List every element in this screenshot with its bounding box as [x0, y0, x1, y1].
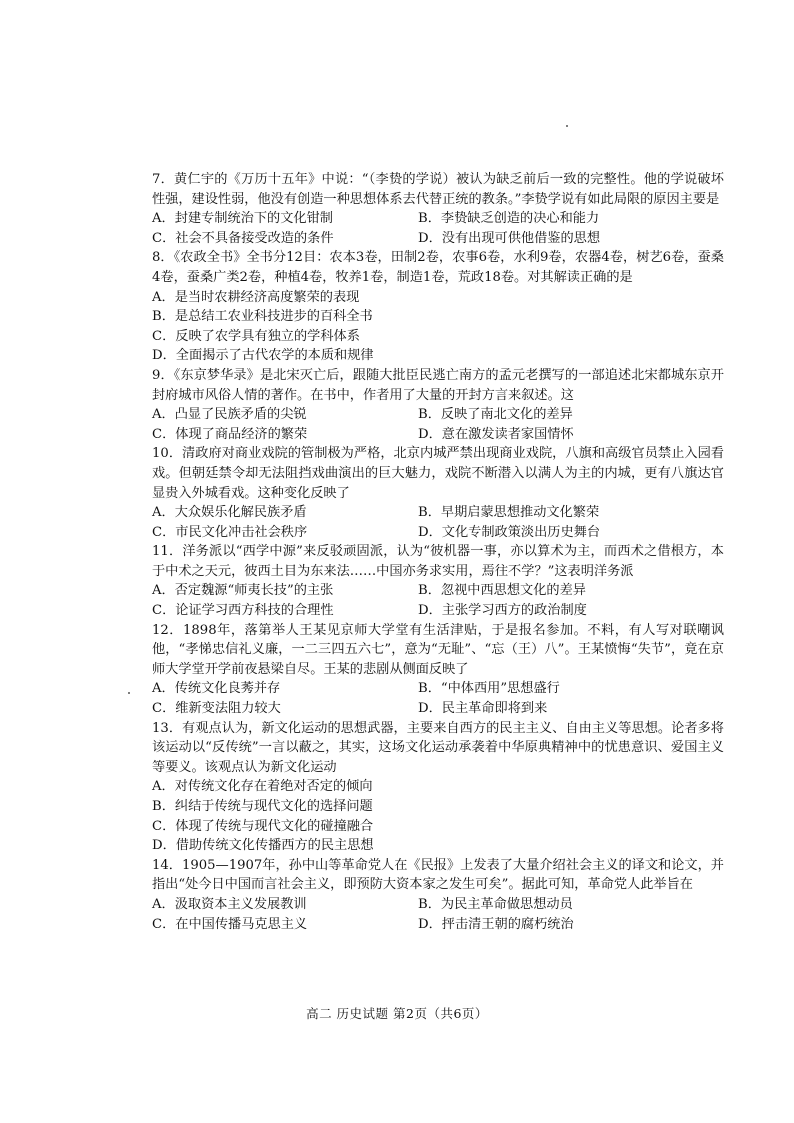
option-d: D．没有出现可供他借鉴的思想 — [418, 230, 601, 246]
option-c: C．市民文化冲击社会秩序 — [152, 524, 308, 540]
option-c: C．在中国传播马克思主义 — [152, 916, 308, 932]
option-a: A．传统文化良莠并存 — [152, 681, 281, 697]
option-row — [152, 425, 724, 445]
question-stem: 10．清政府对商业戏院的管制极为严格，北京内城严禁出现商业戏院，八旗和高级官员禁止入园看戏。但朝廷禁令却无法阻挡戏曲演出的巨大魅力，戏院不断潜入以满人为主的内城，更有八旗达官显贵入外城看戏。这种变化反映了 — [152, 446, 724, 501]
option-c: C．论证学习西方科技的合理性 — [152, 603, 334, 619]
option-row — [152, 895, 724, 915]
option-row — [152, 679, 724, 699]
option-b: B．为民主革命做思想动员 — [418, 896, 573, 912]
question-7 — [152, 170, 724, 248]
question-12 — [152, 621, 724, 719]
question-9 — [152, 366, 724, 444]
option-d: D．意在激发读者家国情怀 — [418, 426, 574, 442]
option-d: D．民主革命即将到来 — [418, 701, 548, 717]
scan-speck — [566, 125, 568, 127]
option-row — [152, 915, 724, 935]
question-stem: 8．《农政全书》全书分12目：农本3卷，田制2卷，农事6卷，水利9卷，农器4卷，树艺6卷，蚕桑4卷，蚕桑广类2卷，种植4卷，牧养1卷，制造1卷，荒政18卷。对其解读正确的是 — [152, 250, 724, 285]
option-row — [152, 405, 724, 425]
option-b: B．是总结工农业科技进步的百科全书 — [152, 309, 373, 325]
option-b: B．忽视中西思想文化的差异 — [418, 583, 586, 599]
option-b: B．纠结于传统与现代文化的选择问题 — [152, 799, 373, 814]
option-d: D．文化专制政策淡出历史舞台 — [418, 524, 601, 540]
option-row — [152, 209, 724, 229]
option-d: D．全面揭示了古代农学的本质和规律 — [152, 348, 374, 364]
question-14 — [152, 856, 724, 934]
option-a: A．汲取资本主义发展教训 — [152, 896, 307, 912]
option-c: C．反映了农学具有独立的学科体系 — [152, 328, 360, 344]
question-8 — [152, 248, 724, 366]
option-row — [152, 699, 724, 719]
question-stem: 7．黄仁宇的《万历十五年》中说：“（李贽的学说）被认为缺乏前后一致的完整性。他的学说破坏性强，建设性弱，他没有创造一种思想体系去代替正统的教条。”李贽学说有如此局限的原因主要是 — [152, 172, 724, 207]
option-b: B．李贽缺乏创造的决心和能力 — [418, 211, 600, 227]
question-stem: 14．1905—1907年，孙中山等革命党人在《民报》上发表了大量介绍社会主义的译文和论文，并指出“处今日中国而言社会主义，即预防大资本家之发生可矣”。据此可知，革命党人此举旨在 — [152, 857, 724, 893]
question-stem: 12．1898年，落第举人王某见京师大学堂有生活津贴，于是报名参加。不料，有人写对联嘲讽他，“孝悌忠信礼义廉，一二三四五六七”，意为“无耻”、“忘（王）八”。王某愤悔“失节”，竟在京师大学堂开学前夜悬梁自尽。王某的悲剧从侧面反映了 — [152, 622, 724, 677]
scan-speck — [128, 692, 130, 694]
option-row — [152, 581, 724, 601]
option-c: C．体现了商品经济的繁荣 — [152, 426, 308, 442]
question-10 — [152, 444, 724, 542]
option-d: D．抨击清王朝的腐朽统治 — [418, 916, 574, 932]
question-11 — [152, 542, 724, 620]
option-a: A．凸显了民族矛盾的尖锐 — [152, 407, 307, 423]
option-row — [152, 523, 724, 543]
question-13 — [152, 719, 724, 856]
option-d: D．借助传统文化传播西方的民主思想 — [152, 838, 374, 854]
question-stem: 13．有观点认为，新文化运动的思想武器，主要来自西方的民主主义、自由主义等思想。论者多将该运动以“反传统”一言以蔽之，其实，这场文化运动承袭着中华原典精神中的忧患意识、爱国主义等要义。该观点认为新文化运动 — [152, 720, 724, 775]
question-stem: 9．《东京梦华录》是北宋灭亡后，跟随大批臣民逃亡南方的孟元老撰写的一部追述北宋都城东京开封府城市风俗人情的著作。在书中，作者用了大量的开封方言来叙述。这 — [152, 367, 724, 403]
option-c: C．维新变法阻力较大 — [152, 701, 281, 717]
option-a: A．封建专制统治下的文化钳制 — [152, 211, 333, 227]
page-footer: 高二 历史试题 第2页（共6页） — [306, 1006, 488, 1021]
question-list — [152, 170, 724, 934]
question-stem: 11．洋务派以“西学中源”来反驳顽固派，认为“彼机器一事，亦以算术为主，而西术之借根方，本于中术之天元，彼西土目为东来法……中国亦务求实用，焉往不学？”这表明洋务派 — [152, 544, 724, 579]
option-row — [152, 229, 724, 249]
option-b: B．早期启蒙思想推动文化繁荣 — [418, 505, 600, 521]
option-a: A．对传统文化存在着绝对否定的倾向 — [152, 779, 373, 795]
option-a: A．否定魏源“师夷长技”的主张 — [152, 583, 334, 599]
option-a: A．大众娱乐化解民族矛盾 — [152, 505, 307, 521]
option-c: C．体现了传统与现代文化的碰撞融合 — [152, 818, 374, 834]
option-c: C．社会不具备接受改造的条件 — [152, 230, 334, 246]
option-row — [152, 503, 724, 523]
option-b: B．反映了南北文化的差异 — [418, 407, 573, 423]
option-a: A．是当时农耕经济高度繁荣的表现 — [152, 289, 360, 305]
option-b: B．“中体西用”思想盛行 — [418, 681, 560, 697]
option-d: D．主张学习西方的政治制度 — [418, 603, 587, 619]
option-row — [152, 601, 724, 621]
